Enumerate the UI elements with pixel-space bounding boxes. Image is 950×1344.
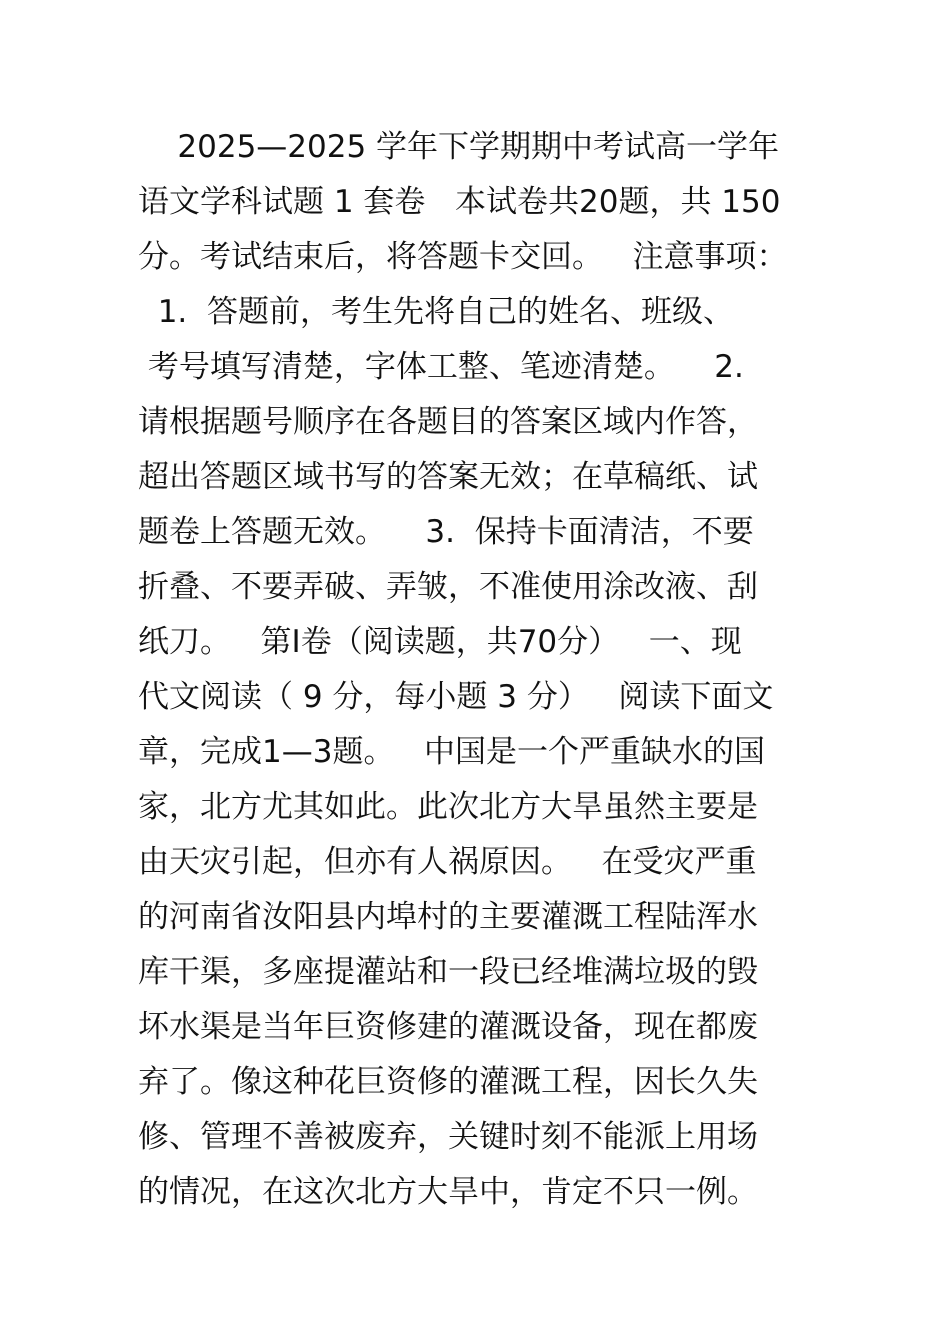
text-line: 家，北方尤其如此。此次北方大旱虽然主要是 [138,789,758,825]
text-line: 坏水渠是当年巨资修建的灌溉设备，现在都废 [138,1009,758,1045]
text-line: 请根据题号顺序在各题目的答案区域内作答， [138,404,758,440]
text-line: 1. 答题前，考生先将自己的姓名、班级、 [138,294,734,330]
text-line: 的河南省汝阳县内埠村的主要灌溉工程陆浑水 [138,899,758,935]
text-line: 的情况，在这次北方大旱中，肯定不只一例。 [138,1174,758,1210]
text-line: 纸刀。 第Ⅰ卷（阅读题，共70分） 一、现 [138,624,742,660]
text-line: 折叠、不要弄破、弄皱，不准使用涂改液、刮 [138,569,758,605]
text-line: 代文阅读（ 9 分，每小题 3 分） 阅读下面文 [138,679,774,715]
text-line: 分。考试结束后，将答题卡交回。 注意事项： [138,239,788,275]
text-line: 章，完成1—3题。 中国是一个严重缺水的国 [138,734,766,770]
text-line: 由天灾引起，但亦有人祸原因。 在受灾严重 [138,844,757,880]
text-line: 语文学科试题 1 套卷 本试卷共20题，共 150 [138,184,781,220]
text-line: 考号填写清楚，字体工整、笔迹清楚。 2. [138,349,744,385]
text-line: 题卷上答题无效。 3. 保持卡面清洁，不要 [138,514,754,550]
text-line: 库干渠，多座提灌站和一段已经堆满垃圾的毁 [138,954,758,990]
text-line: 修、管理不善被废弃，关键时刻不能派上用场 [138,1119,758,1155]
body-text [138,125,838,1225]
text-line: 超出答题区域书写的答案无效；在草稿纸、试 [138,459,758,495]
text-line: 2025—2025 学年下学期期中考试高一学年 [138,129,780,165]
text-line: 弃了。像这种花巨资修的灌溉工程，因长久失 [138,1064,758,1100]
